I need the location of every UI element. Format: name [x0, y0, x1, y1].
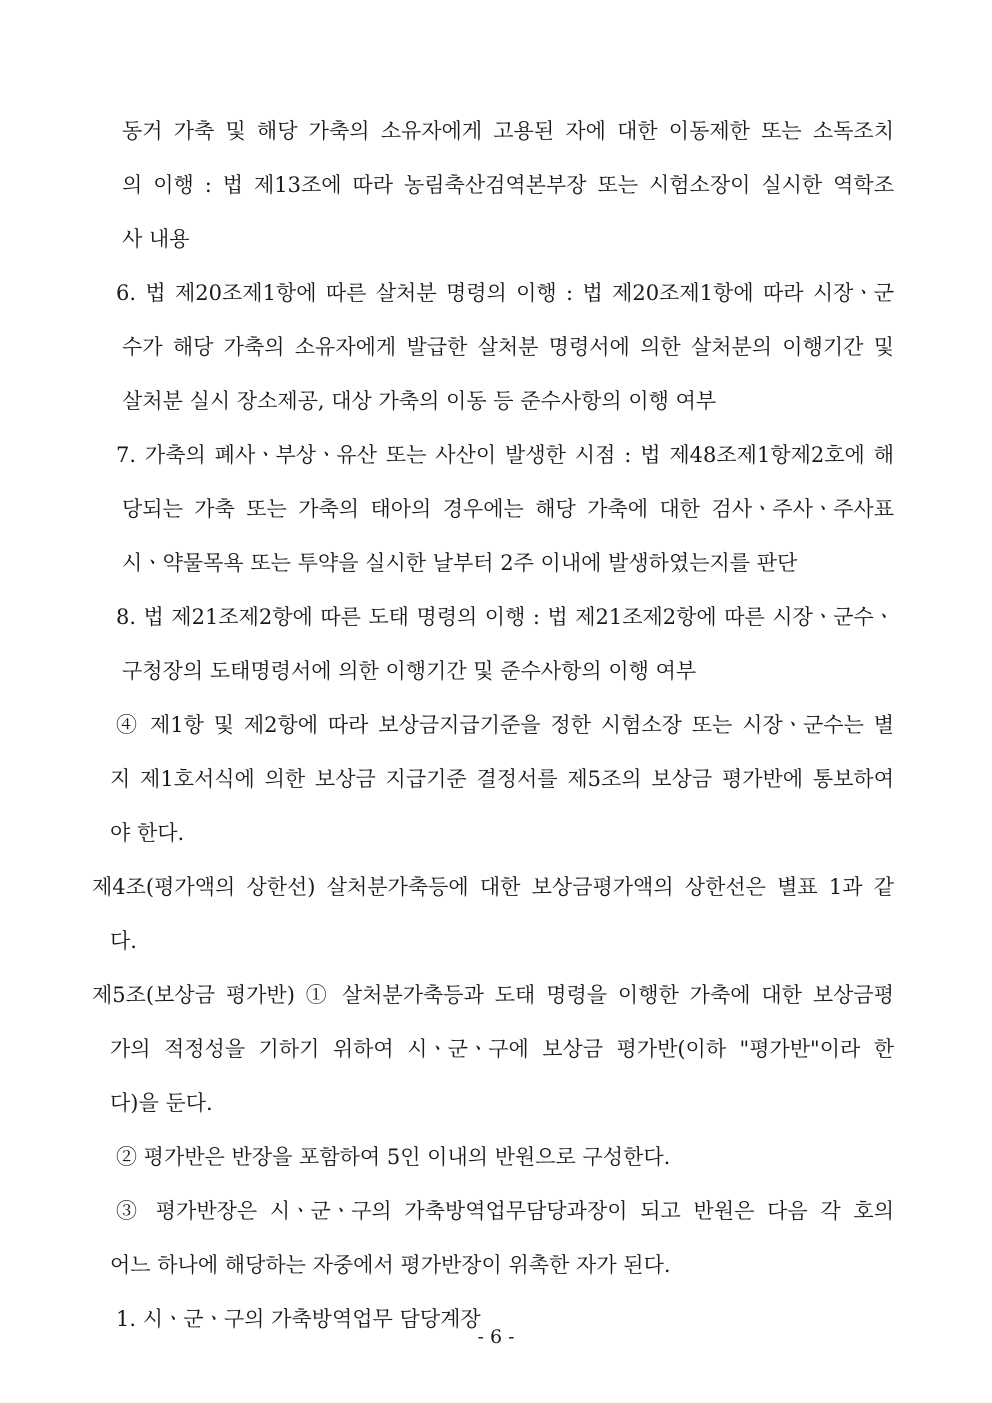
text-line: 가의 적정성을 기하기 위하여 시ㆍ군ㆍ구에 보상금 평가반(이하 "평가반"이라 한	[110, 1037, 894, 1061]
text-line: 구청장의 도태명령서에 의한 이행기간 및 준수사항의 이행 여부	[122, 659, 697, 683]
list-item-8: 8. 법 제21조제2항에 따른 도태 명령의 이행 : 법 제21조제2항에 따른 시장ㆍ군수ㆍ	[116, 605, 894, 629]
list-item-6: 6. 법 제20조제1항에 따른 살처분 명령의 이행 : 법 제20조제1항에 따라 시장ㆍ군	[116, 281, 894, 305]
article-5-heading: 제5조(보상금 평가반) ① 살처분가축등과 도태 명령을 이행한 가축에 대한 보상금평	[92, 983, 894, 1007]
text-line: 살처분 실시 장소제공, 대상 가축의 이동 등 준수사항의 이행 여부	[122, 389, 717, 413]
paragraph-2: ② 평가반은 반장을 포함하여 5인 이내의 반원으로 구성한다.	[116, 1145, 671, 1169]
text-line: 어느 하나에 해당하는 자중에서 평가반장이 위촉한 자가 된다.	[110, 1253, 671, 1277]
text-line: 시ㆍ약물목욕 또는 투약을 실시한 날부터 2주 이내에 발생하였는지를 판단	[122, 551, 798, 575]
text-line: 수가 해당 가축의 소유자에게 발급한 살처분 명령서에 의한 살처분의 이행기간 및	[122, 335, 894, 359]
text-line: 야 한다.	[110, 821, 185, 845]
text-line: 다)을 둔다.	[110, 1091, 213, 1115]
list-item-1: 1. 시ㆍ군ㆍ구의 가축방역업무 담당계장	[116, 1307, 481, 1331]
paragraph-4: ④ 제1항 및 제2항에 따라 보상금지급기준을 정한 시험소장 또는 시장ㆍ군수는 별	[116, 713, 894, 737]
text-line: 당되는 가축 또는 가축의 태아의 경우에는 해당 가축에 대한 검사ㆍ주사ㆍ주사표	[122, 497, 894, 521]
text-line: 동거 가축 및 해당 가축의 소유자에게 고용된 자에 대한 이동제한 또는 소독조치	[122, 119, 894, 143]
article-4-heading: 제4조(평가액의 상한선) 살처분가축등에 대한 보상금평가액의 상한선은 별표 1과 같	[92, 875, 894, 899]
page-number: - 6 -	[477, 1326, 515, 1348]
paragraph-3: ③ 평가반장은 시ㆍ군ㆍ구의 가축방역업무담당과장이 되고 반원은 다음 각 호의	[116, 1199, 894, 1223]
list-item-7: 7. 가축의 폐사ㆍ부상ㆍ유산 또는 사산이 발생한 시점 : 법 제48조제1항제2호에 해	[116, 443, 894, 467]
text-line: 의 이행 : 법 제13조에 따라 농림축산검역본부장 또는 시험소장이 실시한 역학조	[122, 173, 894, 197]
text-line: 사 내용	[122, 227, 190, 251]
text-line: 지 제1호서식에 의한 보상금 지급기준 결정서를 제5조의 보상금 평가반에 통보하여	[110, 767, 894, 791]
text-line: 다.	[110, 929, 137, 953]
